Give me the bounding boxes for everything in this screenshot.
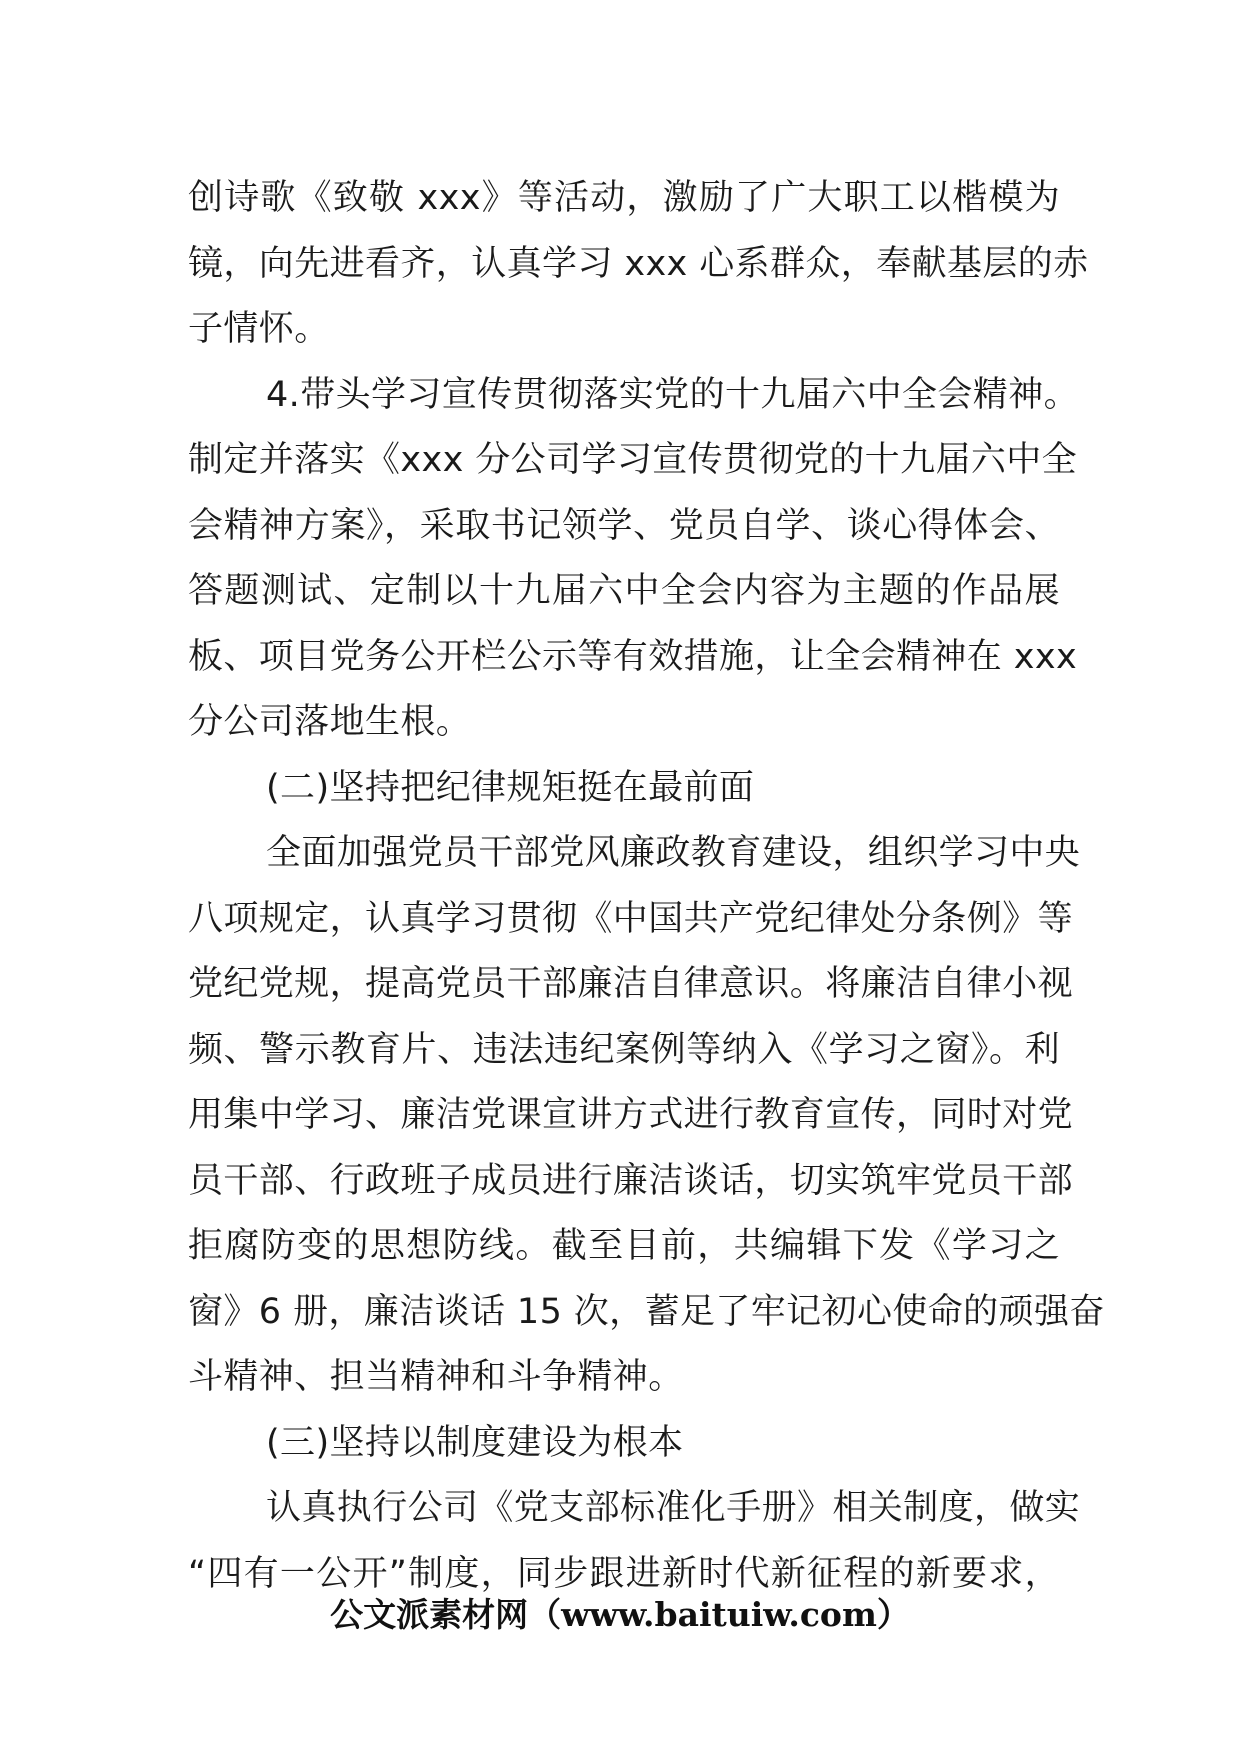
text-line: 用集中学习、廉洁党课宣讲方式进行教育宣传，同时对党 xyxy=(188,1095,1074,1135)
text-line: 窗》6 册，廉洁谈话 15 次，蓄足了牢记初心使命的顽强奋 xyxy=(188,1291,1105,1332)
paragraph-first-line: 认真执行公司《党支部标准化手册》相关制度，做实 xyxy=(266,1488,1081,1528)
document-body xyxy=(188,166,1105,1607)
paragraph-first-line: 全面加强党员干部党风廉政教育建设，组织学习中央 xyxy=(266,833,1081,873)
text-line: 子情怀。 xyxy=(188,309,330,349)
text-line: 斗精神、担当精神和斗争精神。 xyxy=(188,1357,684,1397)
numbered-item-heading: 4.带头学习宣传贯彻落实党的十九届六中全会精神。 xyxy=(266,374,1079,415)
text-line: 频、警示教育片、违法违纪案例等纳入《学习之窗》。利 xyxy=(188,1029,1060,1070)
text-line: 创诗歌《致敬 xxx》等活动，激励了广大职工以楷模为 xyxy=(188,178,1060,218)
text-line: 分公司落地生根。 xyxy=(188,702,472,742)
text-line: 镜，向先进看齐，认真学习 xxx 心系群众，奉献基层的赤 xyxy=(188,243,1089,284)
text-line: 员干部、行政班子成员进行廉洁谈话，切实筑牢党员干部 xyxy=(188,1160,1074,1201)
text-line: 答题测试、定制以十九届六中全会内容为主题的作品展 xyxy=(188,571,1060,611)
section-heading: (三)坚持以制度建设为根本 xyxy=(266,1422,684,1463)
footer-watermark: 公文派素材网（www.baituiw.com） xyxy=(330,1595,910,1634)
text-line: 板、项目党务公开栏公示等有效措施，让全会精神在 xxx xyxy=(188,636,1078,677)
text-line: “四有一公开”制度，同步跟进新时代新征程的新要求， xyxy=(188,1553,1060,1594)
text-line: 制定并落实《xxx 分公司学习宣传贯彻党的十九届六中全 xyxy=(188,440,1078,480)
text-line: 党纪党规，提高党员干部廉洁自律意识。将廉洁自律小视 xyxy=(188,964,1074,1004)
text-line: 八项规定，认真学习贯彻《中国共产党纪律处分条例》等 xyxy=(188,898,1074,939)
section-heading: (二)坚持把纪律规矩挺在最前面 xyxy=(266,767,755,808)
text-line: 会精神方案》，采取书记领学、党员自学、谈心得体会、 xyxy=(188,505,1060,546)
text-line: 拒腐防变的思想防线。截至目前，共编辑下发《学习之 xyxy=(188,1226,1060,1266)
